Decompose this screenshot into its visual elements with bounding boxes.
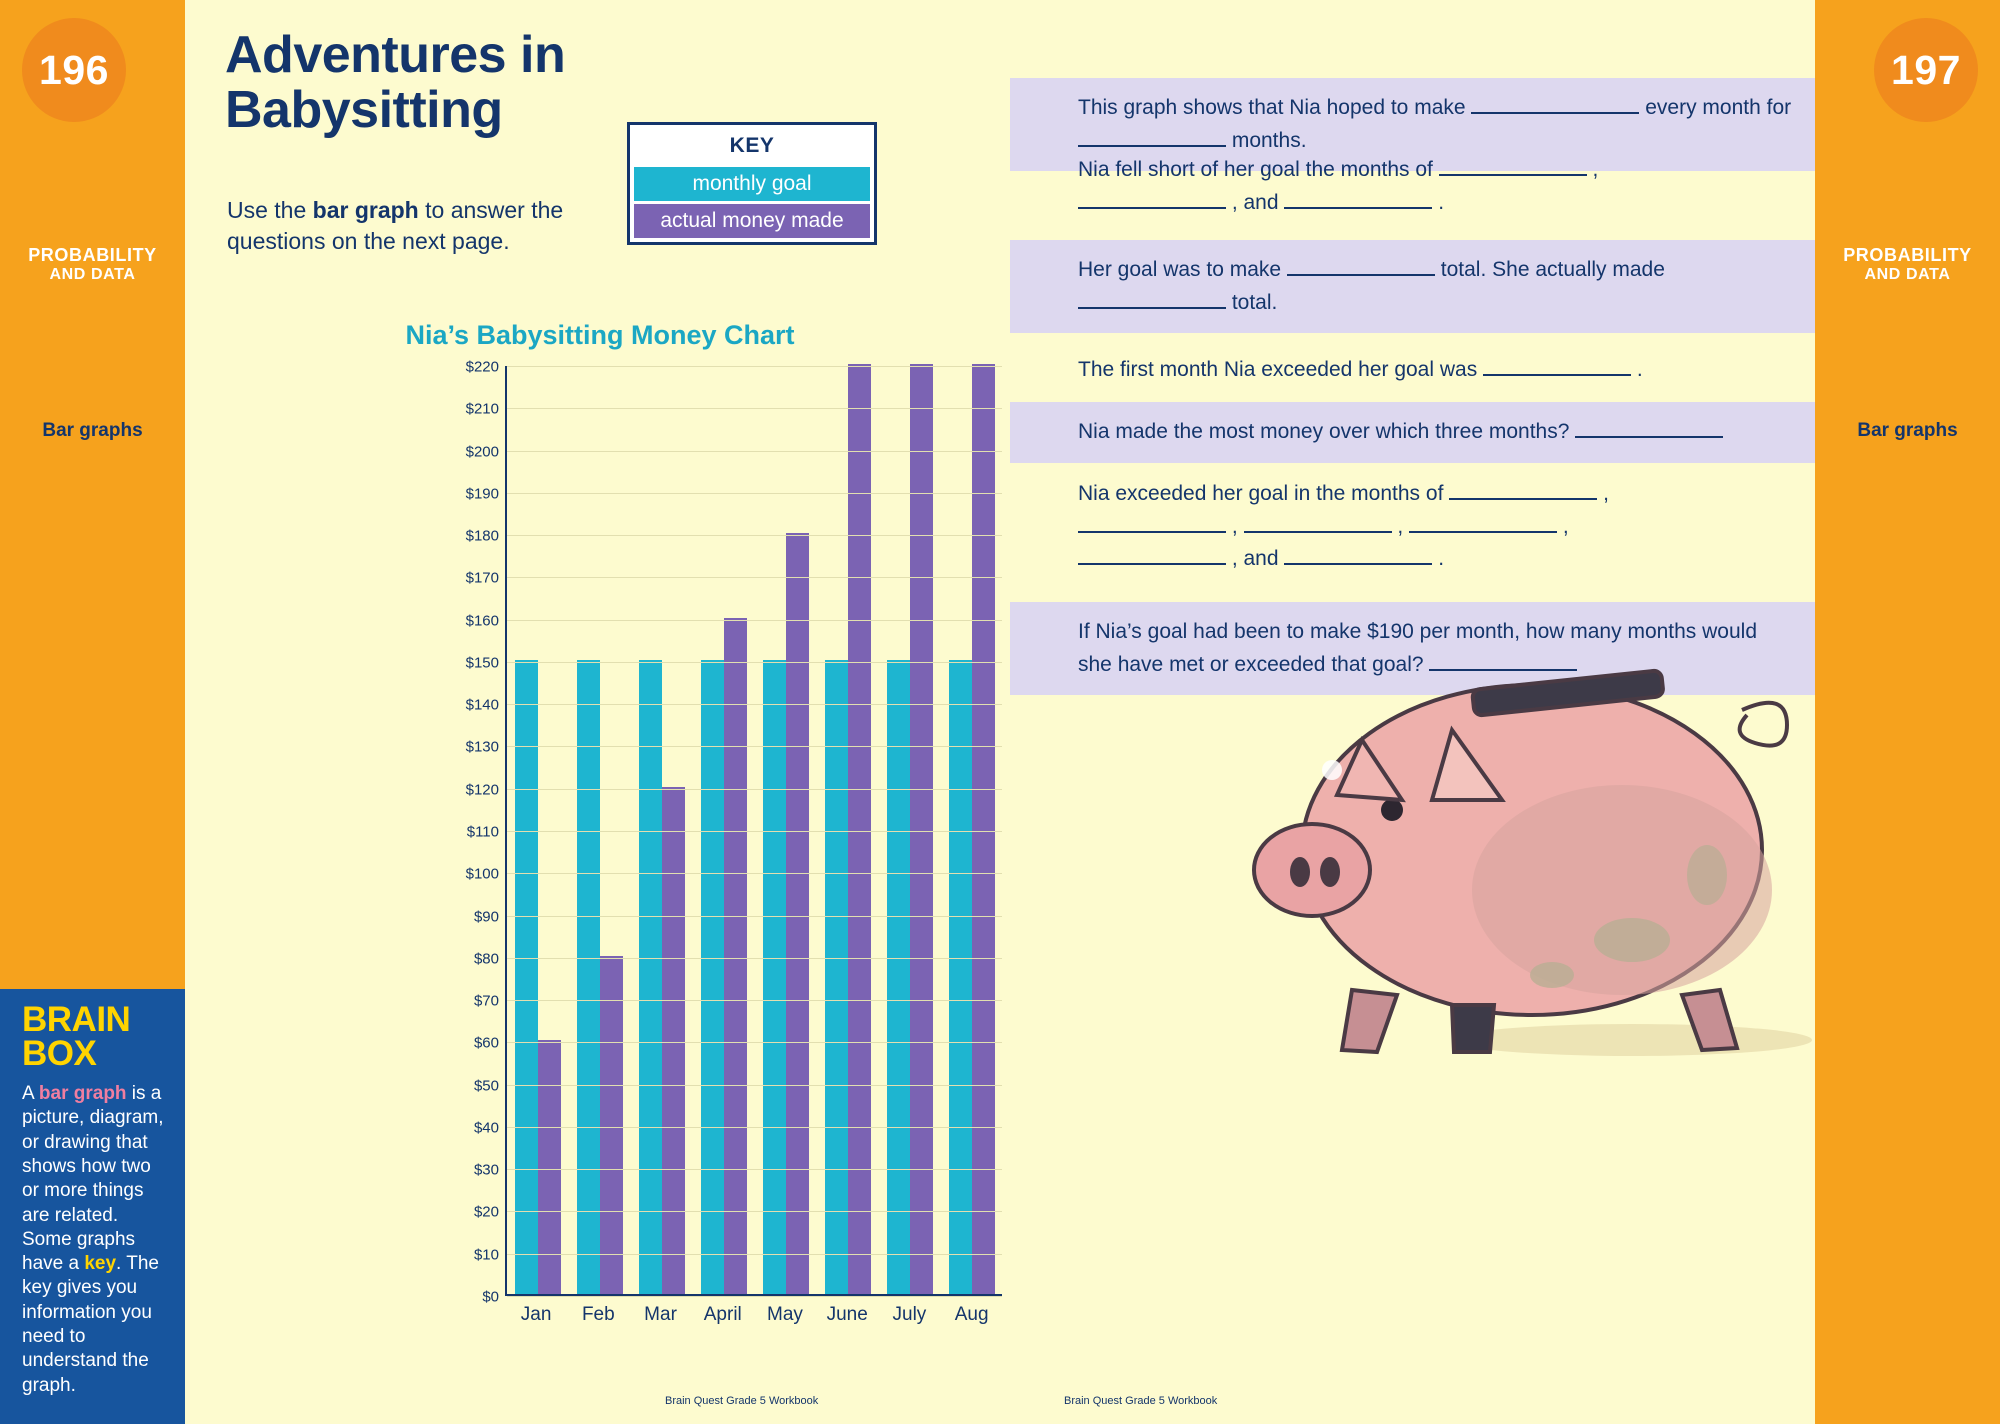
page-title-line1: Adventures in [225, 26, 566, 84]
bar-actual-money [724, 618, 747, 1294]
chart-y-tick: $100 [465, 865, 499, 883]
chart-gridline [482, 1288, 1065, 1306]
answer-blank[interactable] [1284, 548, 1432, 565]
chart-y-tick: $30 [473, 1161, 499, 1179]
chart-y-tick: $80 [473, 950, 499, 968]
chart-y-tick: $20 [473, 1203, 499, 1221]
answer-blank[interactable] [1078, 516, 1226, 533]
bar-monthly-goal [577, 660, 600, 1294]
chart-y-tick: $170 [465, 569, 499, 587]
chart-bar-group [817, 366, 879, 1294]
chart-gridline [473, 992, 1065, 1010]
chart-gridline [473, 1203, 1065, 1221]
chart-gridline [465, 738, 1065, 756]
bar-actual-money [848, 364, 871, 1294]
answer-blank[interactable] [1078, 192, 1226, 209]
answer-blank[interactable] [1483, 359, 1631, 376]
chart-gridline [473, 1246, 1065, 1264]
chart-x-axis-labels [505, 1304, 1065, 1326]
right-page-rail [1815, 0, 2000, 1424]
bar-actual-money [786, 533, 809, 1294]
chart-key [627, 122, 877, 245]
chart-bar-group [693, 366, 755, 1294]
chart-y-tick: $130 [465, 738, 499, 756]
chart-y-tick: $200 [465, 443, 499, 461]
question-item: Nia fell short of her goal the months of , , and . [1078, 158, 1599, 214]
topic-line1-left: PROBABILITY [28, 245, 157, 265]
chart-y-tick: $110 [466, 823, 499, 841]
chart-bar-group [569, 366, 631, 1294]
question-item: Nia made the most money over which three months? [1010, 402, 1830, 463]
chart-y-tick: $60 [473, 1034, 499, 1052]
topic-label-left [0, 245, 185, 284]
chart-y-tick: $10 [473, 1246, 499, 1264]
footer-right: Brain Quest Grade 5 Workbook [1064, 1395, 1218, 1407]
brain-box-text-2: is a picture, diagram, or drawing that shows how two or more things are related. Some graphs have a [22, 1082, 164, 1275]
bar-actual-money [600, 956, 623, 1294]
chart-gridline [473, 1077, 1065, 1095]
footer-left: Brain Quest Grade 5 Workbook [665, 1395, 819, 1407]
page-number-left: 196 [22, 18, 126, 122]
brain-box-text-1: A [22, 1082, 39, 1104]
chart-x-label: April [703, 1304, 742, 1325]
bar-actual-money [910, 364, 933, 1294]
chart-y-tick: $70 [473, 992, 499, 1010]
chart-gridline [465, 569, 1065, 587]
key-monthly-goal: monthly goal [634, 167, 870, 201]
chart-y-tick: $40 [473, 1119, 499, 1137]
chart-y-tick: $220 [465, 358, 499, 376]
bar-monthly-goal [515, 660, 538, 1294]
answer-blank[interactable] [1287, 259, 1435, 276]
answer-blank[interactable] [1439, 159, 1587, 176]
subtopic-label-left: Bar graphs [42, 420, 143, 441]
chart-gridline [465, 612, 1065, 630]
brain-box-title-line2: BOX [22, 1033, 97, 1073]
instructions [227, 195, 627, 257]
key-actual-money: actual money made [634, 204, 870, 238]
answer-blank[interactable] [1449, 483, 1597, 500]
chart-gridline [473, 1161, 1065, 1179]
chart-bars [507, 366, 1065, 1294]
question-item: The first month Nia exceeded her goal was . [1078, 358, 1643, 381]
bar-actual-money [972, 364, 995, 1294]
answer-blank[interactable] [1575, 421, 1723, 438]
subtopic-label-right: Bar graphs [1857, 420, 1958, 441]
chart-gridline [465, 865, 1065, 883]
instructions-emphasis: bar graph [312, 197, 419, 223]
question-item: Her goal was to make total. She actually made total. [1010, 240, 1830, 333]
topic-label-right [1815, 245, 2000, 284]
chart-key-title: KEY [729, 134, 775, 157]
brain-box-text [22, 1082, 169, 1398]
bar-monthly-goal [639, 660, 662, 1294]
brain-box [0, 989, 185, 1424]
left-page-rail [0, 0, 185, 1424]
chart-bar-group [879, 366, 941, 1294]
chart-y-tick: $140 [465, 696, 499, 714]
chart-x-label: Aug [954, 1304, 989, 1325]
question-item: This graph shows that Nia hoped to make every month for months. [1010, 78, 1830, 171]
instructions-part1: Use the [227, 197, 313, 223]
bar-actual-money [662, 787, 685, 1294]
brain-box-term-bar-graph: bar graph [38, 1082, 127, 1104]
chart-y-tick: $150 [465, 654, 499, 672]
piggy-bank-illustration [1202, 620, 1822, 1070]
answer-blank[interactable] [1471, 97, 1639, 114]
chart-bar-group [631, 366, 693, 1294]
brain-box-title-line1: BRAIN [22, 1000, 131, 1040]
chart-y-tick: $50 [473, 1077, 499, 1095]
chart-gridline [473, 1119, 1065, 1137]
answer-blank[interactable] [1078, 548, 1226, 565]
bar-monthly-goal [701, 660, 724, 1294]
chart-gridline [465, 400, 1065, 418]
chart-gridline [465, 527, 1065, 545]
right-page [1002, 0, 1815, 1424]
chart-y-tick: $190 [465, 485, 499, 503]
chart-y-tick: $90 [473, 908, 499, 926]
chart-plot-area [465, 358, 1065, 1306]
chart-gridline [465, 696, 1065, 714]
question-item: If Nia’s goal had been to make $190 per month, how many months would she have met or exceeded that goal? [1010, 602, 1830, 695]
answer-blank[interactable] [1244, 516, 1392, 533]
page-number-right: 197 [1874, 18, 1978, 122]
brain-box-term-key: key [84, 1253, 117, 1275]
chart-gridline [465, 485, 1065, 503]
chart-x-label: Jan [520, 1304, 552, 1325]
answer-blank[interactable] [1409, 516, 1557, 533]
chart-bar-group [755, 366, 817, 1294]
chart-bar-group [507, 366, 569, 1294]
chart-gridline [465, 358, 1065, 376]
topic-line1-right: PROBABILITY [1843, 245, 1972, 265]
chart-x-label: May [767, 1304, 803, 1325]
chart-gridline [473, 1034, 1065, 1052]
chart-y-tick: $0 [482, 1288, 499, 1306]
bar-monthly-goal [949, 660, 972, 1294]
bar-monthly-goal [825, 660, 848, 1294]
page-title [225, 28, 665, 137]
left-page [185, 0, 1002, 1424]
chart-gridline [465, 654, 1065, 672]
chart-x-label: Mar [644, 1304, 677, 1325]
chart-gridline [473, 950, 1065, 968]
chart-bar-group [941, 366, 1003, 1294]
topic-line2-left: AND DATA [49, 265, 136, 283]
chart-x-label: Feb [581, 1304, 615, 1325]
question-item: Nia exceeded her goal in the months of , , , , , and . [1078, 482, 1609, 571]
bar-monthly-goal [763, 660, 786, 1294]
chart-y-tick: $120 [465, 781, 499, 799]
answer-blank[interactable] [1078, 292, 1226, 309]
chart-x-label: July [892, 1304, 927, 1325]
chart-y-tick: $160 [465, 612, 499, 630]
answer-blank[interactable] [1284, 192, 1432, 209]
brain-box-title [22, 1000, 169, 1073]
bar-chart [455, 358, 1065, 1328]
chart-y-tick: $210 [465, 400, 499, 418]
instructions-part2: to answer the questions on the next page. [227, 197, 564, 255]
topic-line2-right: AND DATA [1864, 265, 1951, 283]
bar-monthly-goal [887, 660, 910, 1294]
chart-title: Nia’s Babysitting Money Chart [405, 320, 795, 350]
chart-gridline [473, 908, 1065, 926]
page-title-line2: Babysitting [225, 80, 503, 139]
brain-box-text-3: . The key gives you information you need to understand the graph. [22, 1253, 159, 1396]
chart-y-tick: $180 [465, 527, 499, 545]
chart-gridline [465, 781, 1065, 799]
chart-gridline [466, 823, 1065, 841]
chart-x-label: June [826, 1304, 868, 1325]
bar-actual-money [538, 1040, 561, 1294]
chart-gridline [465, 443, 1065, 461]
